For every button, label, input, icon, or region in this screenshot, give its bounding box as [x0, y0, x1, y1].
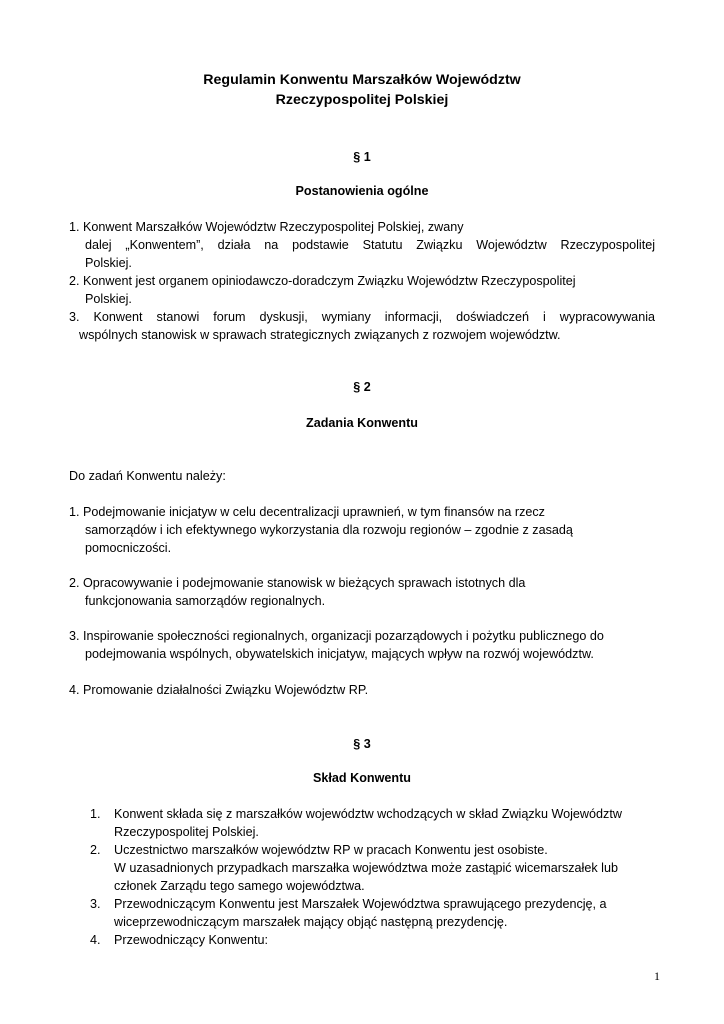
list-item-line: Konwent składa się z marszałków województw wchodzących w skład Związku Województw: [114, 807, 622, 821]
task-1: [69, 503, 655, 557]
section-2-heading: Zadania Konwentu: [306, 416, 418, 430]
section-3-list: [90, 805, 655, 949]
list-item-number: 3.: [90, 897, 101, 911]
task-1-line-1: 1. Podejmowanie inicjatyw w celu decentralizacji uprawnień, w tym finansów na rzecz: [69, 505, 545, 519]
task-2-line-2: funkcjonowania samorządów regionalnych.: [85, 594, 326, 608]
list-item: [90, 805, 655, 841]
section-2-intro: Do zadań Konwentu należy:: [69, 469, 226, 483]
list-item-line: Rzeczypospolitej Polskiej.: [114, 825, 259, 839]
list-item: [90, 895, 655, 931]
task-2-line-1: 2. Opracowywanie i podejmowanie stanowisk w bieżących sprawach istotnych dla: [69, 576, 526, 590]
title-line-2: Rzeczypospolitej Polskiej: [275, 92, 449, 108]
list-item-line: Przewodniczący Konwentu:: [114, 933, 269, 947]
s1-paragraph-1-line-1: 1. Konwent Marszałków Województw Rzeczypospolitej Polskiej, zwany: [69, 220, 464, 234]
list-item-line: W uzasadnionych przypadkach marszałka województwa może zastąpić wicemarszałek lub: [114, 861, 618, 875]
s1-paragraph-3-line-2: wspólnych stanowisk w sprawach strategicznych związanych z rozwojem województw.: [79, 328, 561, 342]
task-1-line-2: samorządów i ich efektywnego wykorzystania dla rozwoju regionów – zgodnie z zasadą: [85, 523, 573, 537]
task-1-line-3: pomocniczości.: [85, 541, 172, 555]
section-3-mark: § 3: [353, 737, 371, 751]
section-3-heading: Skład Konwentu: [313, 771, 411, 785]
list-item: [90, 841, 655, 895]
task-4: [69, 681, 655, 699]
s1-paragraph-2-line-1: 2. Konwent jest organem opiniodawczo-doradczym Związku Województw Rzeczypospolitej: [69, 274, 576, 288]
task-3-line-1: 3. Inspirowanie społeczności regionalnych, organizacji pozarządowych i pożytku publicznego do: [69, 629, 604, 643]
list-item-number: 2.: [90, 843, 101, 857]
list-item-line: wiceprzewodniczącym marszałek mający objąć następną prezydencję.: [114, 915, 508, 929]
s1-paragraph-2-line-2: Polskiej.: [85, 292, 132, 306]
list-item-number: 1.: [90, 807, 101, 821]
task-3-line-2: podejmowania wspólnych, obywatelskich inicjatyw, mających wpływ na rozwój województw.: [85, 647, 594, 661]
s1-paragraph-1-line-3: Polskiej.: [85, 256, 132, 270]
section-1-heading: Postanowienia ogólne: [295, 184, 429, 198]
section-1-body: [69, 218, 655, 344]
page-number: 1: [654, 969, 660, 983]
list-item-line: Przewodniczącym Konwentu jest Marszałek Województwa sprawującego prezydencję, a: [114, 897, 607, 911]
task-3: [69, 627, 655, 663]
list-item-number: 4.: [90, 933, 101, 947]
document-title: [0, 70, 724, 110]
list-item-line: członek Zarządu tego samego województwa.: [114, 879, 365, 893]
s1-paragraph-3-line-1: 3. Konwent stanowi forum dyskusji, wymiany informacji, doświadczeń i wypracowywania: [69, 310, 655, 324]
list-item-line: Uczestnictwo marszałków województw RP w pracach Konwentu jest osobiste.: [114, 843, 548, 857]
title-line-1: Regulamin Konwentu Marszałków Województw: [203, 72, 521, 88]
task-4-line-1: 4. Promowanie działalności Związku Województw RP.: [69, 683, 369, 697]
list-item: [90, 931, 655, 949]
section-2-mark: § 2: [353, 380, 371, 394]
task-2: [69, 574, 655, 610]
s1-paragraph-1-line-2: dalej „Konwentem”, działa na podstawie Statutu Związku Województw Rzeczypospolitej: [85, 238, 655, 252]
section-1-mark: § 1: [353, 150, 371, 164]
